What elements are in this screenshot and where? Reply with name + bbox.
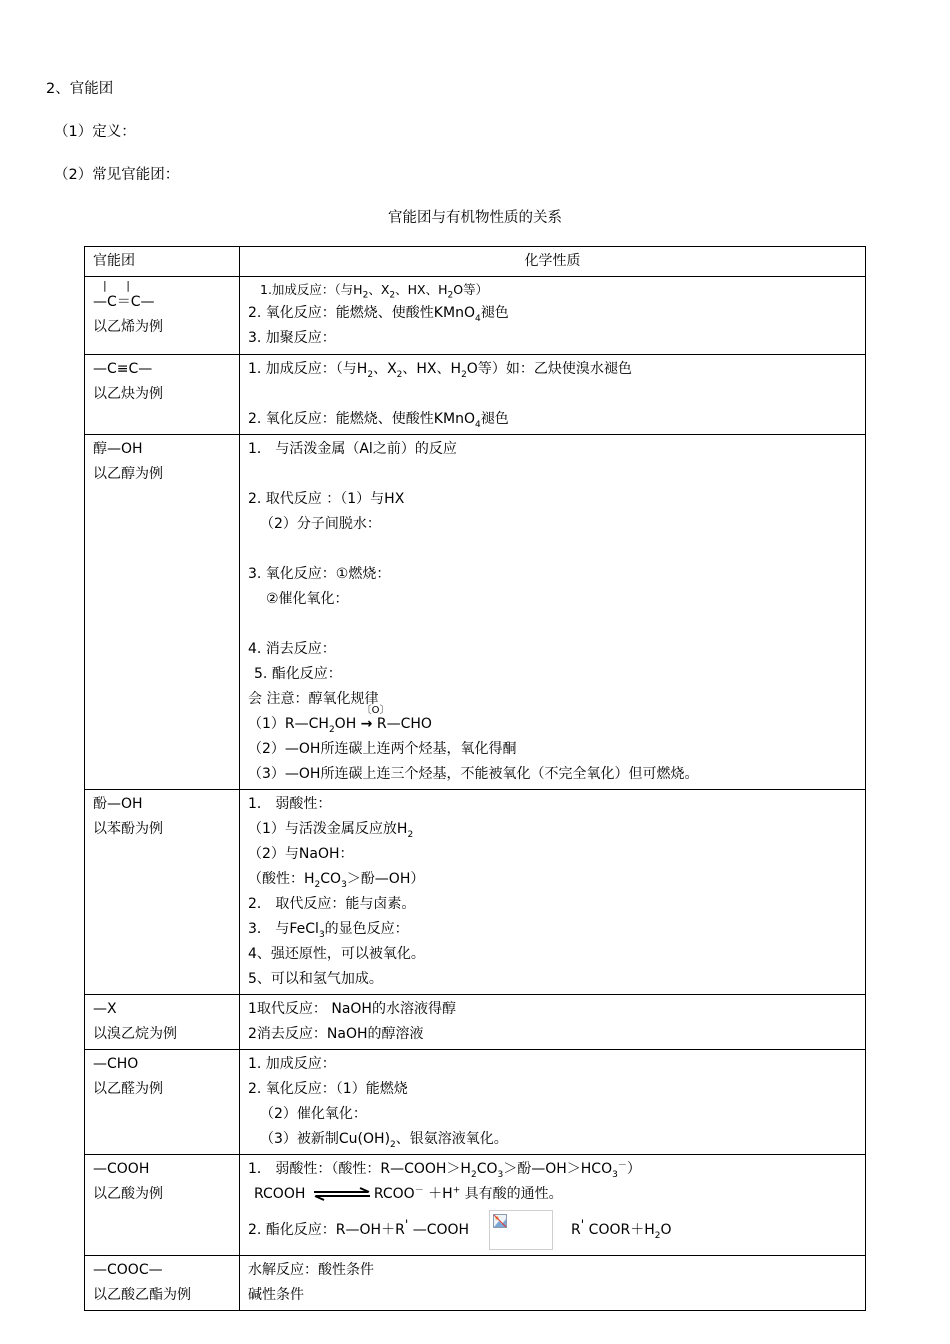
property-cell-halide bbox=[240, 995, 866, 1050]
table-row-alkene bbox=[85, 277, 866, 355]
halide-formula: —X bbox=[93, 1001, 117, 1017]
aldehyde-catalytic-oxidation: （2）催化氧化： bbox=[260, 1106, 367, 1122]
header-group: 官能团 bbox=[85, 247, 240, 277]
group-cell-phenol bbox=[85, 790, 240, 995]
group-cell-halide bbox=[85, 995, 240, 1050]
alkene-polymerization: 3. 加聚反应： bbox=[248, 330, 336, 346]
table-row-aldehyde bbox=[85, 1050, 866, 1155]
table-header-row bbox=[85, 247, 866, 277]
group-cell-alcohol bbox=[85, 435, 240, 790]
group-cell-alkyne bbox=[85, 355, 240, 435]
table-row-halide bbox=[85, 995, 866, 1050]
definition-item: （1）定义： bbox=[54, 124, 136, 140]
aldehyde-cuoh-oxidation: （3）被新制$Cu(OH)_2$、银氨溶液氧化。 bbox=[260, 1131, 508, 1150]
alkyne-formula: —C≡C— bbox=[93, 361, 153, 377]
aldehyde-addition: 1. 加成反应： bbox=[248, 1056, 336, 1072]
phenol-fecl3: 3． 与FeCl$_3$的显色反应： bbox=[248, 921, 409, 940]
alkyne-addition: 1. 加成反应：（与$H_2$、$X_2$、HX、$H_2O$等）如：乙炔使溴水褪色 bbox=[248, 361, 632, 380]
alcohol-metal-reaction: 1． 与活泼金属（Al之前）的反应 bbox=[248, 441, 457, 457]
property-cell-alkene bbox=[240, 277, 866, 355]
halide-elimination: 2消去反应：NaOH的醇溶液 bbox=[248, 1026, 424, 1042]
acid-example: 以乙酸为例 bbox=[93, 1186, 163, 1202]
table-title: 官能团与有机物性质的关系 bbox=[388, 210, 562, 226]
group-cell-aldehyde bbox=[85, 1050, 240, 1155]
phenol-acid-strength: （酸性：$H_2CO_3>$酚—OH） bbox=[248, 871, 425, 890]
ester-formula: —COOC— bbox=[93, 1262, 163, 1278]
table-row-alkyne bbox=[85, 355, 866, 435]
alcohol-elimination: 4. 消去反应： bbox=[248, 641, 336, 657]
acid-formula: —COOH bbox=[93, 1161, 150, 1177]
halide-example: 以溴乙烷为例 bbox=[93, 1026, 177, 1042]
alkyne-oxidation: 2. 氧化反应：能燃烧、使酸性KMnO$_4$褪色 bbox=[248, 411, 509, 430]
equilibrium-arrow-icon bbox=[312, 1187, 372, 1201]
property-cell-ester bbox=[240, 1256, 866, 1311]
acid-ionization: RCOOH RCOO－ ＋H+ 具有酸的通性。 bbox=[254, 1185, 563, 1202]
alkene-bond-bars: | | bbox=[103, 279, 138, 292]
property-cell-aldehyde bbox=[240, 1050, 866, 1155]
functional-group-table bbox=[84, 246, 866, 1311]
alcohol-rule-3: （3）—OH所连碳上连三个烃基，不能被氧化（不完全氧化）但可燃烧。 bbox=[248, 766, 699, 782]
phenol-acidity: 1． 弱酸性： bbox=[248, 796, 332, 812]
common-groups-item: （2）常见官能团： bbox=[54, 167, 180, 183]
phenol-substitution: 2． 取代反应：能与卤素。 bbox=[248, 896, 416, 912]
reaction-arrow: 〔O〕 → bbox=[360, 705, 390, 732]
aldehyde-formula: —CHO bbox=[93, 1056, 139, 1072]
alcohol-catalytic-oxidation: ②催化氧化： bbox=[266, 591, 349, 607]
group-cell-ester bbox=[85, 1256, 240, 1311]
header-properties: 化学性质 bbox=[240, 247, 866, 277]
alcohol-dehydration: （2）分子间脱水： bbox=[260, 516, 381, 532]
group-cell-alkene bbox=[85, 277, 240, 355]
property-cell-alcohol bbox=[240, 435, 866, 790]
alcohol-example: 以乙醇为例 bbox=[93, 466, 163, 482]
property-cell-acid bbox=[240, 1155, 866, 1256]
alcohol-oxidation: 3. 氧化反应：①燃烧： bbox=[248, 566, 391, 582]
table-row-phenol bbox=[85, 790, 866, 995]
ester-example: 以乙酸乙酯为例 bbox=[93, 1287, 191, 1303]
phenol-metal: （1）与活泼金属反应放$H_2$ bbox=[248, 821, 414, 840]
alcohol-substitution: 2. 取代反应 ：（1）与HX bbox=[248, 491, 405, 507]
ester-acid-hydrolysis: 水解反应：酸性条件 bbox=[248, 1262, 374, 1278]
acid-acidity: 1． 弱酸性：（酸性：$R—COOH>H_2CO_3>$酚$—OH>HCO_3^-$） bbox=[248, 1160, 641, 1180]
table-row-acid bbox=[85, 1155, 866, 1256]
property-cell-phenol bbox=[240, 790, 866, 995]
alkene-example: 以乙烯为例 bbox=[93, 319, 163, 335]
aldehyde-oxidation: 2. 氧化反应：（1）能燃烧 bbox=[248, 1081, 408, 1097]
table-row-alcohol bbox=[85, 435, 866, 790]
section-heading: 2、官能团 bbox=[46, 81, 114, 97]
alcohol-esterification: 5. 酯化反应： bbox=[254, 666, 342, 682]
alcohol-oxidation-note: 会 注意：醇氧化规律 bbox=[248, 691, 379, 707]
phenol-naoh: （2）与NaOH： bbox=[248, 846, 354, 862]
halide-substitution: 1取代反应： NaOH的水溶液得醇 bbox=[248, 1001, 456, 1017]
alkene-formula: —C＝C— bbox=[93, 294, 155, 310]
phenol-formula: 酚—OH bbox=[93, 796, 143, 812]
alcohol-rule-2: （2）—OH所连碳上连两个烃基，氧化得酮 bbox=[248, 741, 517, 757]
phenol-example: 以苯酚为例 bbox=[93, 821, 163, 837]
aldehyde-example: 以乙醛为例 bbox=[93, 1081, 163, 1097]
phenol-reducing: 4、强还原性，可以被氧化。 bbox=[248, 946, 425, 962]
table-row-ester bbox=[85, 1256, 866, 1311]
acid-esterification: 2. 酯化反应：R—OH＋R' —COOH R' $COOR+H_2O$ bbox=[248, 1207, 857, 1253]
property-cell-alkyne bbox=[240, 355, 866, 435]
group-cell-acid bbox=[85, 1155, 240, 1256]
alcohol-rule-1: $(1)R—CH_2OH$ 〔O〕 → R—CHO bbox=[248, 712, 857, 737]
alkene-addition: 1.加成反应：（与$H_2$、$X_2$、HX、$H_2O$等） bbox=[260, 282, 489, 301]
alkyne-example: 以乙炔为例 bbox=[93, 386, 163, 402]
broken-image-icon bbox=[489, 1210, 553, 1250]
phenol-hydrogenation: 5、可以和氢气加成。 bbox=[248, 971, 383, 987]
alkene-oxidation: 2. 氧化反应：能燃烧、使酸性KMnO$_4$褪色 bbox=[248, 305, 509, 324]
alcohol-formula: 醇—OH bbox=[93, 441, 143, 457]
ester-base-hydrolysis: 碱性条件 bbox=[248, 1287, 304, 1303]
